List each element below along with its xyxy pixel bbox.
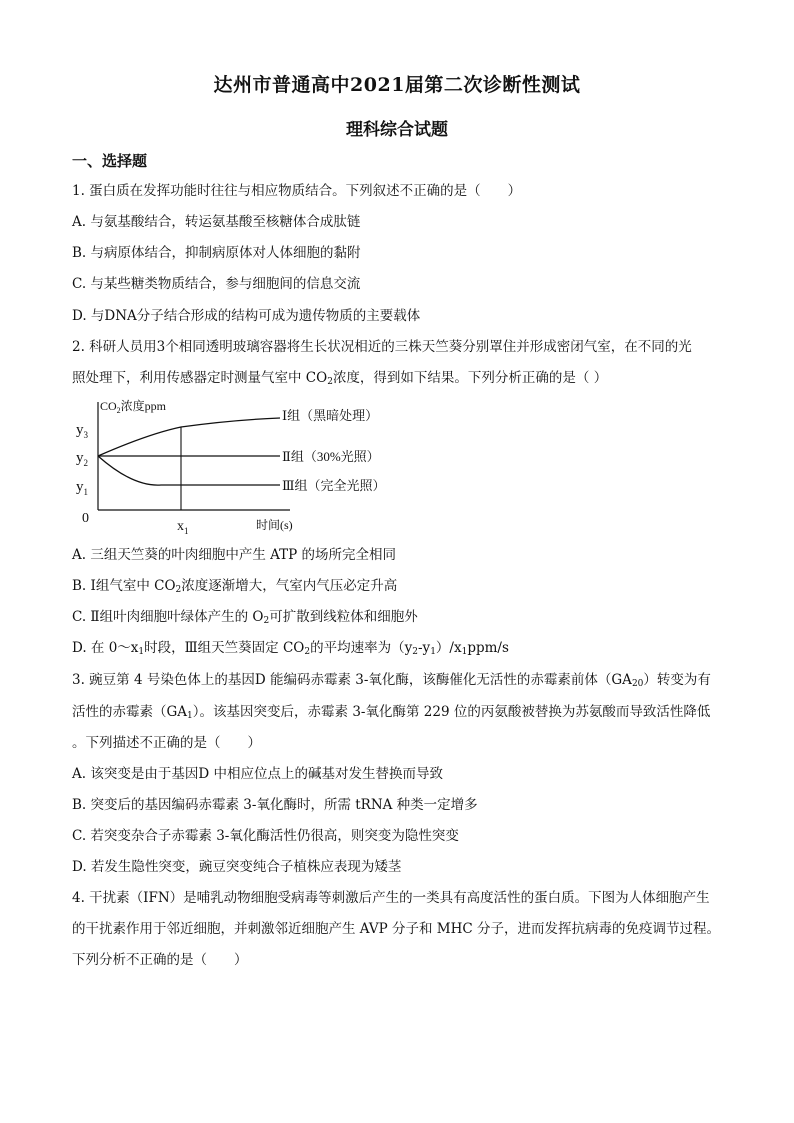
y-tick-label: $y_2$ xyxy=(76,450,88,468)
y-axis-label: $CO_2$浓度ppm xyxy=(100,399,167,415)
section-heading: 一、选择题 xyxy=(72,152,148,170)
q3-stem-line3: 。下列描述不正确的是（ ） xyxy=(72,735,261,751)
co2-concentration-chart xyxy=(70,392,430,542)
x-axis-label: 时间(s) xyxy=(256,518,293,532)
series-label: Ⅲ组（完全光照） xyxy=(282,478,386,493)
series-line xyxy=(98,418,280,456)
q3-option-c: C. 若突变杂合子赤霉素 3-氧化酶活性仍很高，则突变为隐性突变 xyxy=(72,828,459,844)
q1-option-a: A. 与氨基酸结合，转运氨基酸至核糖体合成肽链 xyxy=(72,214,361,230)
q4-stem-line3: 下列分析不正确的是（ ） xyxy=(72,952,248,968)
q2-stem-line2: 照处理下，利用传感器定时测量气室中 $CO_2$浓度，得到如下结果。下列分析正确的是（ ） xyxy=(72,370,608,387)
q2-option-c: C. Ⅱ组叶肉细胞叶绿体产生的 $O_2$可扩散到线粒体和细胞外 xyxy=(72,609,418,626)
q2-option-b: B. Ⅰ组气室中 $CO_2$浓度逐渐增大，气室内气压必定升高 xyxy=(72,578,398,595)
q1-stem: 1. 蛋白质在发挥功能时往往与相应物质结合。下列叙述不正确的是（ ） xyxy=(72,183,522,199)
q1-option-d: D. 与DNA分子结合形成的结构可成为遗传物质的主要载体 xyxy=(72,308,421,324)
q4-stem-line1: 4. 干扰素（IFN）是哺乳动物细胞受病毒等刺激后产生的一类具有高度活性的蛋白质。下图为人体细胞产生 xyxy=(72,890,710,906)
exam-subtitle: 理科综合试题 xyxy=(346,120,448,140)
origin-label: 0 xyxy=(82,511,89,526)
y-tick-label: $y_1$ xyxy=(76,479,88,497)
q3-option-a: A. 该突变是由于基因D 中相应位点上的碱基对发生替换而导致 xyxy=(72,766,443,782)
y-tick-label: $y_3$ xyxy=(76,422,88,440)
q3-stem-line2: 活性的赤霉素$(GA_1)$。该基因突变后，赤霉素 3-氧化酶第 229 位的丙氨酸被替换为苏氨酸而导致活性降低 xyxy=(72,704,711,721)
q1-option-c: C. 与某些糖类物质结合，参与细胞间的信息交流 xyxy=(72,276,361,292)
q2-option-d: D. 在 $0\sim x_1$时段，Ⅲ组天竺葵固定 $CO_2$的平均速率为$(y_2-y_1)/x_1ppm/s$ xyxy=(72,640,509,657)
q4-stem-line2: 的干扰素作用于邻近细胞，并刺激邻近细胞产生 AVP 分子和 MHC 分子，进而发挥抗病毒的免疫调节过程。 xyxy=(72,921,720,937)
series-label: Ⅱ组（30%光照） xyxy=(282,449,380,464)
q3-option-b: B. 突变后的基因编码赤霉素 3-氧化酶时，所需 tRNA 种类一定增多 xyxy=(72,797,478,813)
series-label: Ⅰ组（黑暗处理） xyxy=(282,408,379,423)
q3-stem-line1: 3. 豌豆第 4 号染色体上的基因D 能编码赤霉素 3-氧化酶，该酶催化无活性的赤霉素前体$(GA_{20})$转变为有 xyxy=(72,672,711,689)
x-tick-label: $x_1$ xyxy=(177,519,189,536)
series-line xyxy=(98,456,280,485)
q1-option-b: B. 与病原体结合，抑制病原体对人体细胞的黏附 xyxy=(72,245,361,261)
q2-option-a: A. 三组天竺葵的叶肉细胞中产生 ATP 的场所完全相同 xyxy=(72,547,397,563)
q2-stem-line1: 2. 科研人员用3个相同透明玻璃容器将生长状况相近的三株天竺葵分别罩住并形成密闭气室，在不同的光 xyxy=(72,339,692,355)
q3-option-d: D. 若发生隐性突变，豌豆突变纯合子植株应表现为矮茎 xyxy=(72,859,402,875)
exam-title: 达州市普通高中2021届第二次诊断性测试 xyxy=(213,74,581,96)
